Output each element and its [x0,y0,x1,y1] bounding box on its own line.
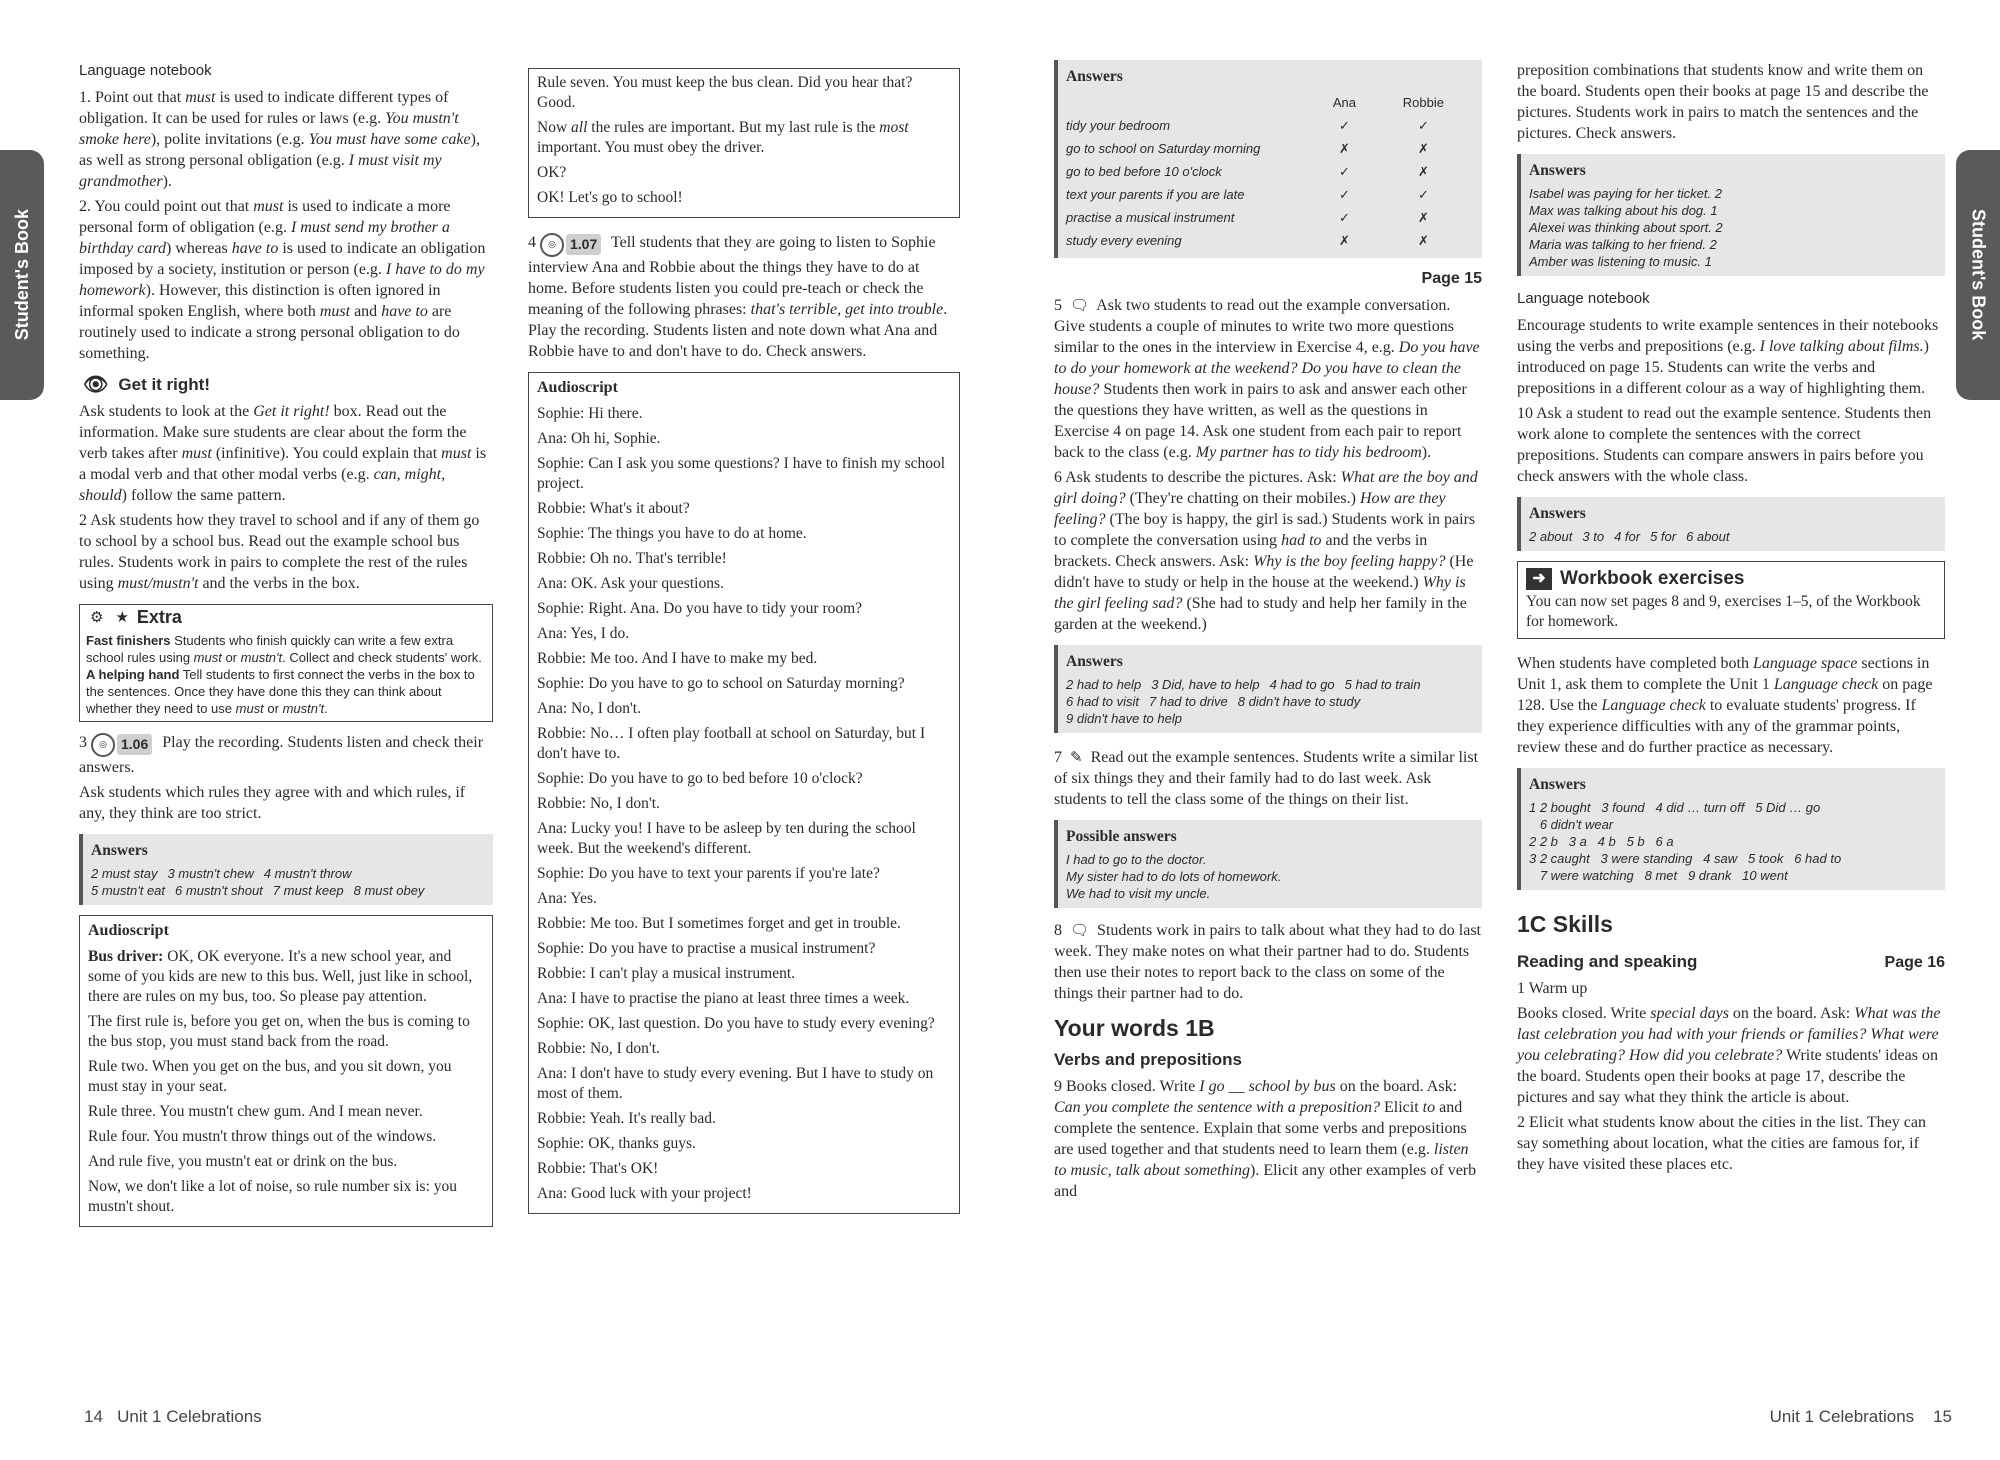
eye-icon: 👁 [83,372,109,396]
answer-item: 3 to [1582,529,1605,544]
language-space-paragraph: When students have completed both Language space sections in Unit 1, ask them to complete the Unit 1 Language check on page 128. Use the Language check to evaluate students' progress. If they experience difficulties with any of the grammar points, review these and do further practice as necessary. [1517,655,1933,756]
audioscript-line: Rule seven. You must keep the bus clean. Did you hear that? Good. [537,74,913,111]
table-row: go to school on Saturday morning ✗ ✗ [1066,141,1429,156]
answer-line: Amber was listening to music. 1 [1529,254,1712,269]
audio-disc-icon: ◎ [540,233,564,257]
answer-item: 2 had to help [1066,677,1142,692]
audioscript-line: Ana: Lucky you! I have to be asleep by ten during the school week. But the weekend's different. [537,819,916,857]
language-notebook-heading: Language notebook [79,62,212,79]
paragraph-1: 1. Point out that must is used to indicate different types of obligation. It can be used for rules or laws (e.g. You mustn't smoke here), polite invitations (e.g. You must have some cake), as well as strong personal obligation (e.g. I must visit my grandmother). [79,89,480,190]
speech-bubble-icon: 🗨 [1070,921,1090,939]
exercise-3: 3 ◎ 1.06 Play the recording. Students listen and check their answers. [79,734,484,776]
audioscript-line: Rule three. You mustn't chew gum. And I mean never. [88,1102,423,1120]
side-tab-left: Student's Book [0,150,44,400]
workbook-box [1517,561,1945,639]
audioscript-line: Ana: I have to practise the piano at least three times a week. [537,989,910,1007]
your-words-heading: Your words 1B [1054,1015,1215,1041]
side-tab-right: Student's Book [1956,150,2000,400]
reading-speaking-heading: Reading and speaking [1517,952,1698,971]
workbook-text: You can now set pages 8 and 9, exercises 1–5, of the Workbook for homework. [1526,593,1921,630]
audioscript-line: Rule two. When you get on the bus, and you sit down, you must stay in your seat. [88,1057,452,1095]
continued-paragraph: preposition combinations that students know and write them on the board. Students open their books at page 15 and describe the pictures. Students work in pairs to match the sentences and the pictures. Check answers. [1517,62,1929,142]
audioscript-line: And rule five, you mustn't eat or drink on the bus. [88,1152,398,1170]
table-row: practise a musical instrument ✓ ✗ [1066,210,1429,225]
answer-line: 2 2 b 3 a 4 b 5 b 6 a [1529,834,1674,849]
skills-heading: 1C Skills [1517,911,1613,937]
exercise-6: 6 Ask students to describe the pictures. Ask: What are the boy and girl doing? (They're chatting on their mobiles.) How are they feeling? (The boy is happy, the girl is sad.) Students work in pairs to complete the conversation using had to and the verbs in brackets. Check answers. Ask: Why is the boy feeling happy? (He didn't have to study or help in the house at the weekend.) Why is the girl feeling sad? (She had to study and help her family in the garden at the weekend.) [1054,469,1478,633]
footer-right [1770,1406,1952,1427]
audioscript-line: Robbie: That's OK! [537,1159,659,1177]
answer-line: Alexei was thinking about sport. 2 [1529,220,1723,235]
audioscript-line: Sophie: Do you have to go to bed before 10 o'clock? [537,769,863,787]
warm-up-paragraph: Books closed. Write special days on the board. Ask: What was the last celebration you had with your friends or families? What were you celebrating? How did you celebrate? Write students' ideas on the board. Students open their books at page 17, describe the pictures and say what they think the article is about. [1517,1005,1941,1106]
answer-line: Isabel was paying for her ticket. 2 [1529,186,1722,201]
table-row: study every evening ✗ ✗ [1066,233,1429,248]
answer-item: 3 mustn't chew [167,865,254,881]
table-row: text your parents if you are late ✓ ✓ [1066,187,1429,202]
audioscript-line: Ana: Oh hi, Sophie. [537,429,661,447]
column-4 [1517,60,1945,1179]
extra-title: ⚙ ★ Extra [90,607,182,627]
audioscript-line: OK! Let's go to school! [537,189,683,206]
answer-item: 5 mustn't eat [91,882,166,898]
answers-box-4: Answers Isabel was paying for her ticket. 2 Max was talking about his dog. 1 Alexei was thinking about sport. 2 Maria was talking to her friend. 2 Amber was listening to music. 1 [1517,154,1945,276]
column-3 [1054,60,1482,1206]
get-it-right-heading: 👁 Get it right! [83,372,210,396]
audioscript-line: Sophie: OK, thanks guys. [537,1134,696,1152]
exercise-5: 5 🗨 Ask two students to read out the example conversation. Give students a couple of minutes to write two more questions similar to the ones in the interview in Exercise 4, e.g. Do you have to do your homework at the weekend? Do you have to clean the house? Students then work in pairs to ask and answer each other the questions they have written, as well as the questions in Exercise 4 on page 14. Ask one student from each pair to report back to the class (e.g. My partner has to tidy his bedroom). [1054,296,1480,461]
table-row: tidy your bedroom ✓ ✓ [1066,118,1429,133]
audioscript-line: Sophie: Can I ask you some questions? I have to finish my school project. [537,454,946,492]
paragraph-4: 2 Ask students how they travel to school and if any of them go to school by a school bus. Read out the example school bus rules. Students work in pairs to complete the rest of the rules using must/mustn't and the verbs in the box. [79,512,480,592]
exercise-4: 4 ◎ 1.07 Tell students that they are going to listen to Sophie interview Ana and Robbie about the things they have to do at home. Before students listen you could pre-teach or check the meaning of the following phrases: that's terrible, get into trouble. Play the recording. Students listen and note down what Ana and Robbie have to and don't have to do. Check answers. [528,234,948,360]
answer-item: 4 for [1614,529,1641,544]
gear-icon: ⚙ [90,608,104,626]
audioscript-line: Sophie: Right. Ana. Do you have to tidy your room? [537,599,863,617]
answer-item: 5 for [1650,529,1677,544]
audioscript-line: Robbie: Me too. But I sometimes forget and get in trouble. [537,914,901,932]
audioscript-line: Rule four. You mustn't throw things out of the windows. [88,1127,437,1145]
audioscript-line: Sophie: Do you have to practise a musical instrument? [537,939,876,957]
exercise-9: 9 Books closed. Write I go __ school by bus on the board. Ask: Can you complete the sentence with a preposition? Elicit to and complete the sentence. Explain that some verbs and prepositions are used together and that students need to learn them (e.g. listen to music, talk about something). Elicit any other examples of verb and [1054,1078,1477,1200]
paragraph-5: Ask students which rules they agree with and which rules, if any, they think are too strict. [79,783,466,822]
answers-box-6: Answers 1 2 bought 3 found 4 did … turn off 5 Did … go 6 didn't wear 2 2 b 3 a 4 b 5 b 6 a 3 2 caught 3 were standing 4 saw 5 took 6 had to 7 were watching 8 met 9 drank 10 went [1517,768,1945,890]
answer-item: 2 about [1529,529,1573,544]
answer-item: 6 about [1686,529,1730,544]
answer-line: 1 2 bought 3 found 4 did … turn off 5 Did … go [1529,800,1821,815]
answers-table: Ana Robbie tidy your bedroom ✓ ✓ go to school on Saturday morning ✗ ✗ go to bed before 10 o'clock ✓ ✗ text your parents if you are late ✓ ✓ practise a musical instrument ✓ ✗ study every evening ✗ ✗ [1066,91,1474,252]
page-reference-15: Page 15 [1421,270,1482,287]
answers-box-5: Answers 2 about 3 to 4 for 5 for 6 about [1517,497,1945,551]
answer-item: 2 must stay [91,865,158,881]
paragraph-2: 2. You could point out that must is used to indicate a more personal form of obligation (e.g. I must send my brother a birthday card) whereas have to is used to indicate an obligation imposed by a society, institution or person (e.g. I have to do my homework). However, this distinction is often ignored in informal spoken English, where both must and have to are routinely used to indicate a strong personal obligation to do something. [79,198,486,362]
answer-item: 4 had to go [1269,677,1335,692]
column-2 [528,64,960,1224]
audioscript-line: Sophie: Do you have to go to school on Saturday morning? [537,674,905,692]
page-number-left: 14 [84,1407,103,1426]
audioscript-line: The first rule is, before you get on, when the bus is coming to the bus stop, you must stand back from the road. [88,1012,470,1050]
paragraph-3: Ask students to look at the Get it right! box. Read out the information. Make sure students are clear about the form the verb takes after must (infinitive). You could explain that must is a modal verb and that other modal verbs (e.g. can, might, should) follow the same pattern. [79,403,487,504]
audioscript-line: OK? [537,164,567,181]
audioscript-continued [528,68,960,218]
audioscript-box-2: Audioscript Sophie: Hi there. Ana: Oh hi, Sophie. Sophie: Can I ask you some questions? I have to finish my school project. Robbie: What's it about? Sophie: The things you have to do at home. Robbie: Oh no. That's terrible! Ana: OK. Ask your questions. Sophie: Right. Ana. Do you have to tidy your room? Ana: Yes, I do. Robbie: Me too. And I have to make my bed. Sophie: Do you have to go to school on Saturday morning? Ana: No, I don't. Robbie: No… I often play football at school on Saturday, but I don't have to. Sophie: Do you have to go to bed before 10 o'clock? Robbie: No, I don't. Ana: Lucky you! I have to be asleep by ten during the school week. But the weekend's different. Sophie: Do you have to text your parents if you're late? Ana: Yes. Robbie: Me too. But I sometimes forget and get in trouble. Sophie: Do you have to practise a musical instrument? Robbie: I can't play a musical instrument. Ana: I have to practise the piano at least three times a week. Sophie: OK, last question. Do you have to study every evening? Robbie: No, I don't. Ana: I don't have to study every evening. But I have to study on most of them. Robbie: Yeah. It's really bad. Sophie: OK, thanks guys. Robbie: That's OK! Ana: Good luck with your project! [528,372,960,1214]
audioscript-line: Sophie: The things you have to do at home. [537,524,807,542]
audioscript-line: Bus driver: OK, OK everyone. It's a new school year, and some of you kids are new to this bus. Well, just like in school, there are rules on my bus, too. So please pay attention. [88,947,473,1005]
audioscript-line: Ana: Yes. [537,889,597,907]
audioscript-line: Robbie: No… I often play football at school on Saturday, but I don't have to. [537,724,926,762]
audioscript-line: Ana: Yes, I do. [537,624,630,642]
answers-box-3: Answers 2 had to help 3 Did, have to help 4 had to go 5 had to train 6 had to visit 7 had to drive 8 didn't have to study 9 didn't have to help [1054,645,1482,733]
audioscript-line: Now all the rules are important. But my last rule is the most important. You must obey the driver. [537,119,909,156]
audioscript-line: Sophie: OK, last question. Do you have to study every evening? [537,1014,935,1032]
warm-up-label: 1 Warm up [1517,980,1588,997]
answer-line: 3 2 caught 3 were standing 4 saw 5 took 6 had to [1529,851,1842,866]
audioscript-line: Ana: Good luck with your project! [537,1184,752,1202]
answers-table-box: Answers Ana Robbie tidy your bedroom ✓ ✓ go to school on Saturday morning ✗ ✗ go to bed before 10 o'clock ✓ ✗ text your parents if you are late ✓ ✓ practise a musical instrument ✓ ✗ study every evening ✗ ✗ [1054,60,1482,258]
arrow-right-icon: ➜ [1526,568,1552,590]
audio-disc-icon: ◎ [91,733,115,757]
possible-answers-box: Possible answers I had to go to the doctor. My sister had to do lots of homework. We had to visit my uncle. [1054,820,1482,908]
answer-line: We had to visit my uncle. [1066,886,1211,901]
answer-item: 6 mustn't shout [175,882,263,898]
audioscript-line: Robbie: Me too. And I have to make my bed. [537,649,818,667]
answers-box-1: Answers 2 must stay 3 mustn't chew 4 mustn't throw 5 mustn't eat 6 mustn't shout 7 must keep 8 must obey [79,834,493,905]
audioscript-line: Robbie: What's it about? [537,499,690,517]
audioscript-line: Ana: I don't have to study every evening. But I have to study on most of them. [537,1064,934,1102]
unit-title-left: Unit 1 Celebrations [117,1407,262,1426]
audioscript-line: Sophie: Hi there. [537,404,643,422]
table-row: go to bed before 10 o'clock ✓ ✗ [1066,164,1429,179]
exercise-7: 7 ✎ Read out the example sentences. Students write a similar list of six things they and their family had to do last week. Ask students to tell the class some of the things on their list. [1054,748,1479,808]
fast-finishers: Fast finishers Students who finish quickly can write a few extra school rules using must or mustn't. Collect and check students' work. [86,633,482,665]
answer-item: 5 had to train [1344,677,1421,692]
audioscript-line: Robbie: I can't play a musical instrument. [537,964,796,982]
audioscript-line: Robbie: Oh no. That's terrible! [537,549,727,567]
answer-item: 8 didn't have to study [1237,694,1361,709]
helping-hand: A helping hand Tell students to first connect the verbs in the box to the sentences. Once they have done this they can think about whether they need to use must or mustn't. [86,667,475,716]
exercise-10: 10 Ask a student to read out the example sentence. Students then work alone to complete the sentences with the correct prepositions. Students can compare answers in pairs before you check answers with the whole class. [1517,405,1932,485]
audioscript-line: Sophie: Do you have to text your parents if you're late? [537,864,880,882]
answer-item: 7 must keep [272,882,344,898]
answer-line: Max was talking about his dog. 1 [1529,203,1718,218]
answer-item: 9 didn't have to help [1066,711,1182,726]
answer-line: 7 were watching 8 met 9 drank 10 went [1529,868,1788,883]
answer-item: 6 had to visit [1066,694,1139,709]
answer-line: My sister had to do lots of homework. [1066,869,1282,884]
exercise-2-skills: 2 Elicit what students know about the cities in the list. They can say something about location, what the cities are famous for, if they have visited these places etc. [1517,1114,1926,1173]
answer-item: 7 had to drive [1149,694,1228,709]
answer-line: I had to go to the doctor. [1066,852,1207,867]
speech-bubble-icon: 🗨 [1070,296,1090,314]
language-notebook-heading-2: Language notebook [1517,290,1650,307]
answer-item: 4 mustn't throw [263,865,352,881]
verbs-prepositions-heading: Verbs and prepositions [1054,1050,1242,1069]
page-reference-16: Page 16 [1884,954,1945,971]
footer-left [84,1406,262,1427]
unit-title-right: Unit 1 Celebrations [1769,1407,1915,1426]
answer-item: 3 Did, have to help [1151,677,1260,692]
answer-item: 8 must obey [353,882,425,898]
answer-line: Maria was talking to her friend. 2 [1529,237,1717,252]
audioscript-line: Robbie: No, I don't. [537,794,660,812]
audioscript-line: Robbie: Yeah. It's really bad. [537,1109,716,1127]
workbook-title: ➜ Workbook exercises [1526,568,1936,590]
exercise-8: 8 🗨 Students work in pairs to talk about what they had to do last week. They make notes on what their partner had to do. Students then use their notes to report back to the class on some of the things their partner had to do. [1054,921,1481,1002]
notebook-paragraph: Encourage students to write example sentences in their notebooks using the verbs and prepositions (e.g. I love talking about films.) introduced on page 15. Students can write the verbs and prepositions in a different colour as a way of highlighting them. [1517,317,1939,397]
extra-box [79,604,493,722]
star-icon: ★ [115,608,129,626]
audioscript-line: Ana: No, I don't. [537,699,641,717]
audioscript-line: Now, we don't like a lot of noise, so rule number six is: you mustn't shout. [88,1177,458,1215]
audioscript-box-1: Audioscript Bus driver: OK, OK everyone. It's a new school year, and some of you kids are new to this bus. Well, just like in school, there are rules on my bus, too. So please pay attention. The first rule is, before you get on, when the bus is coming to the bus stop, you must stand back from the road. Rule two. When you get on the bus, and you sit down, you must stay in your seat. Rule three. You mustn't chew gum. And I mean never. Rule four. You mustn't throw things out of the windows. And rule five, you mustn't eat or drink on the bus. Now, we don't like a lot of noise, so rule number six is: you mustn't shout. [79,915,493,1227]
page-number-right: 15 [1933,1407,1952,1426]
audioscript-line: Ana: OK. Ask your questions. [537,574,724,592]
answer-line: 6 didn't wear [1529,817,1614,832]
audioscript-line: Robbie: No, I don't. [537,1039,660,1057]
column-1 [79,60,493,1237]
pencil-icon: ✎ [1070,748,1083,766]
